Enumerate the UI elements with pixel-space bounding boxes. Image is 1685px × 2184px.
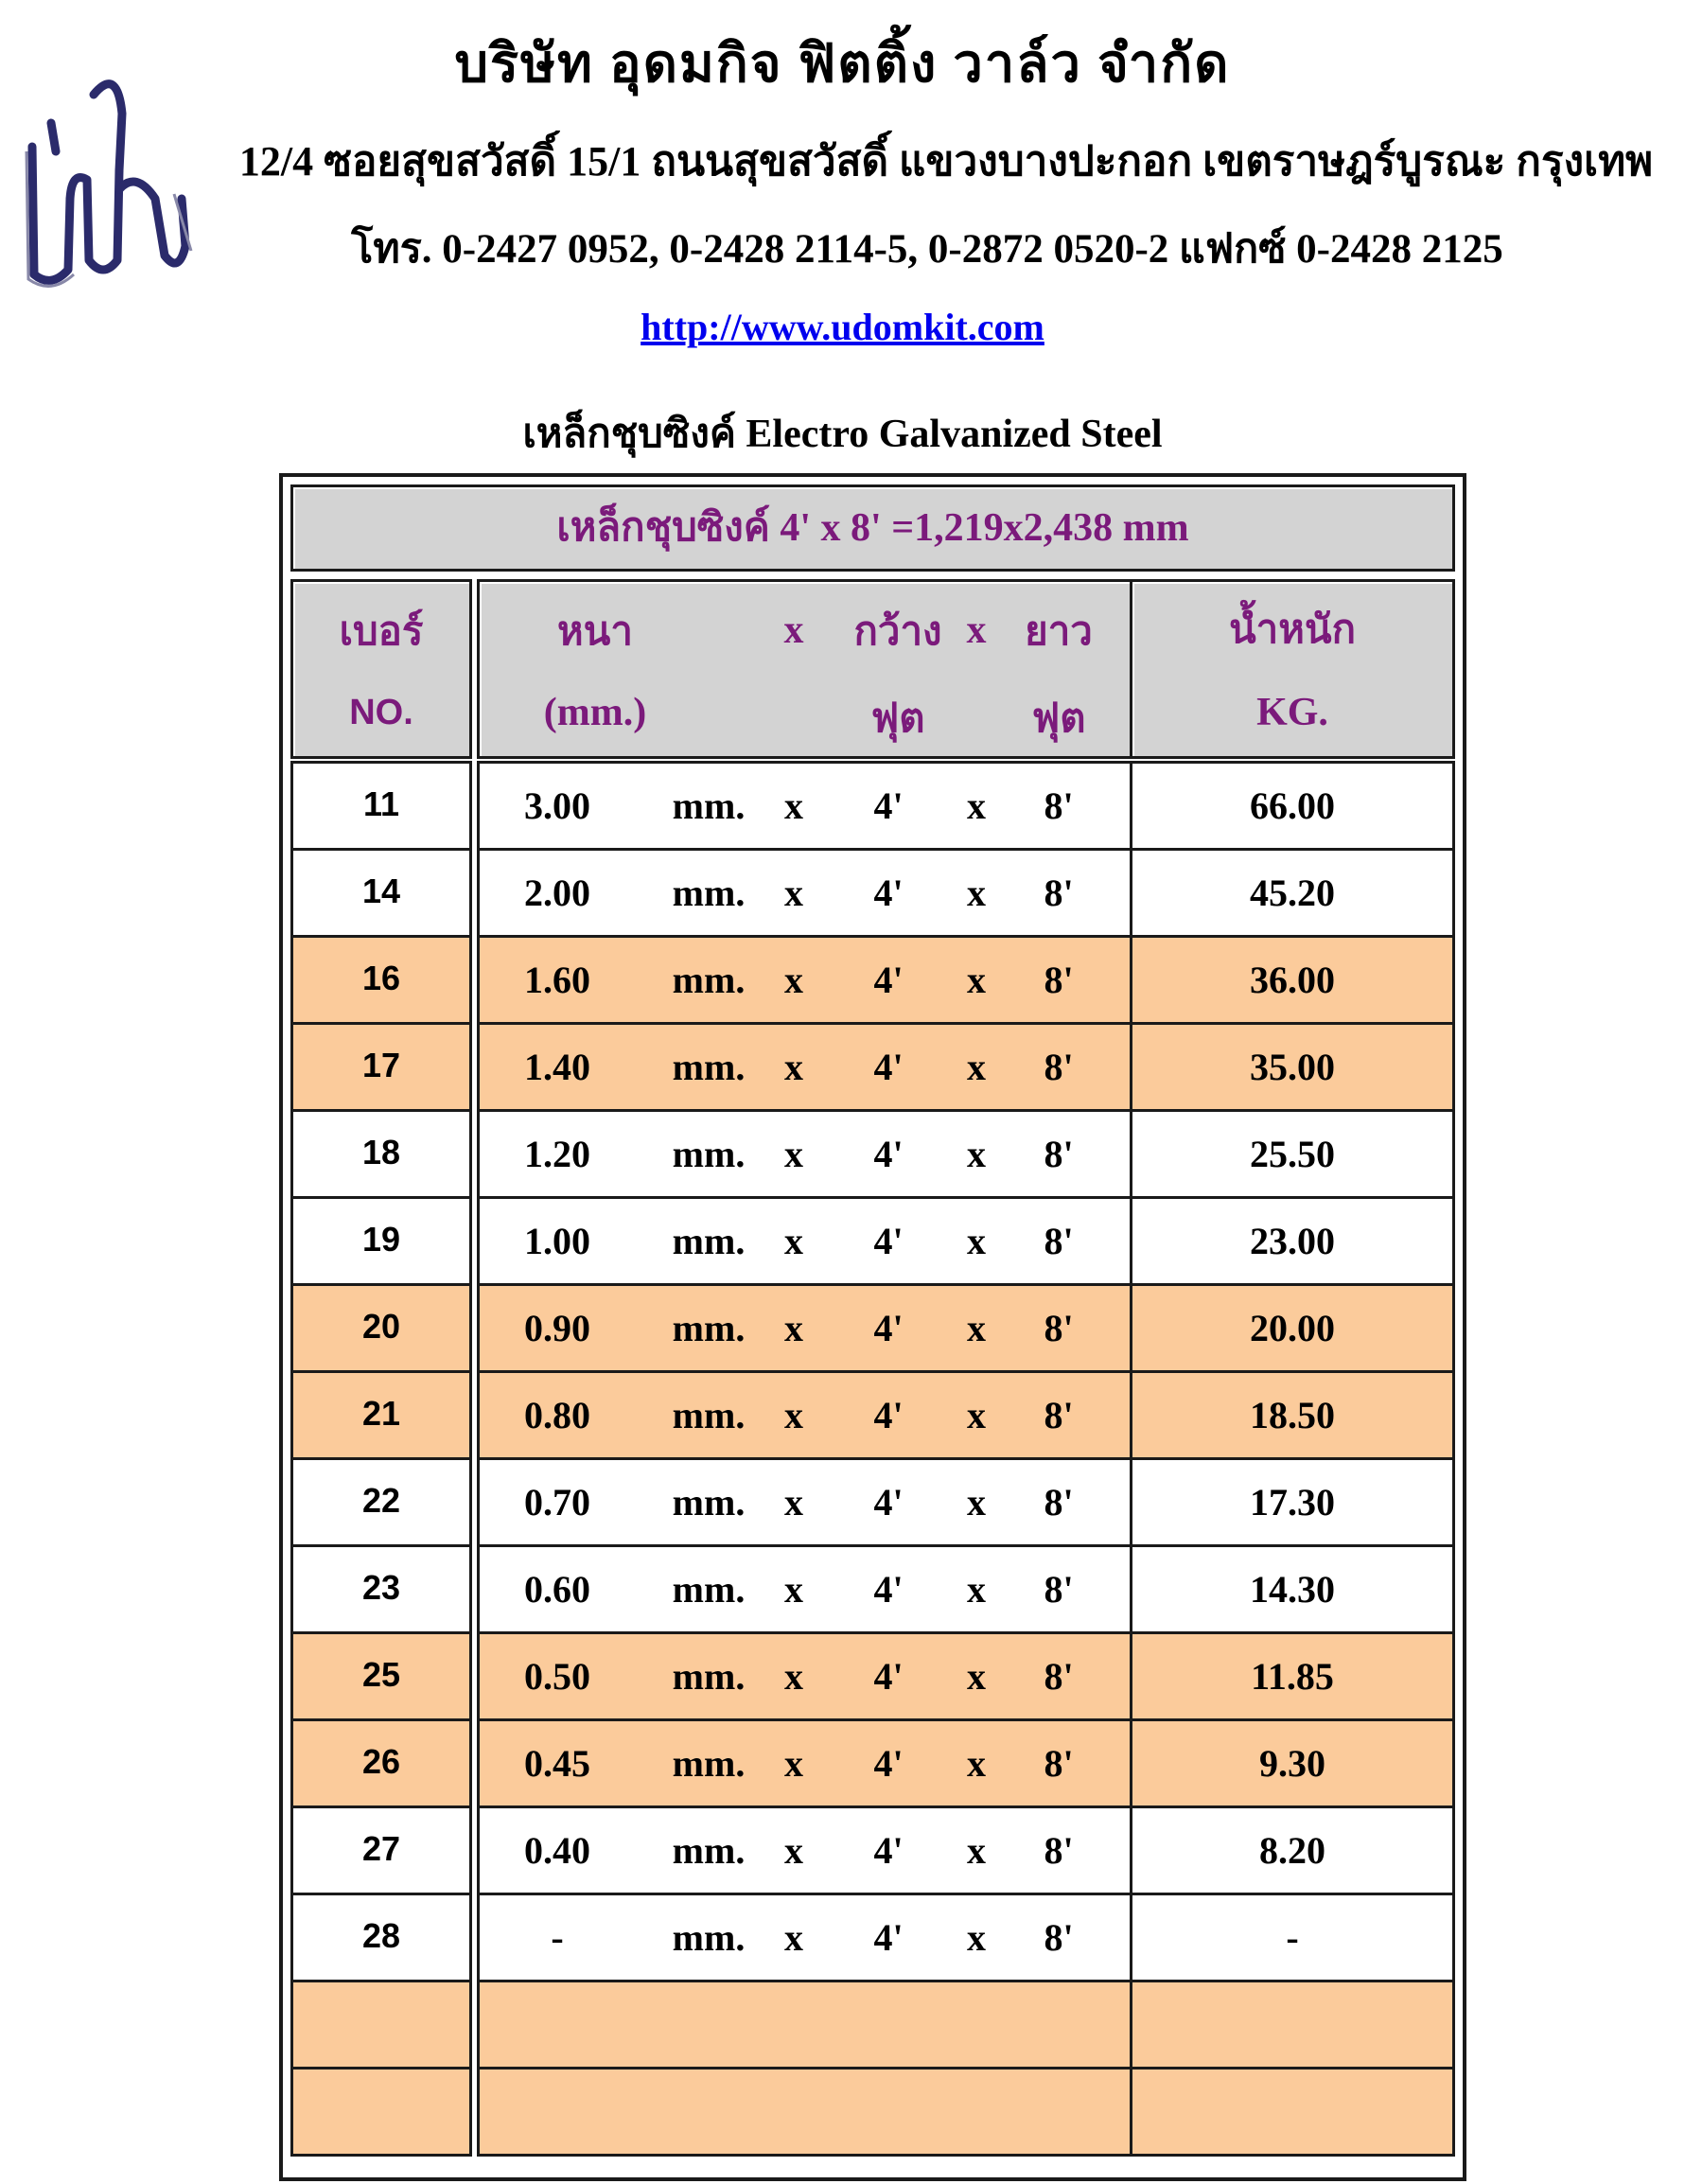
row-x-2: x xyxy=(967,1481,986,1524)
header-width: กว้าง xyxy=(853,610,942,654)
row-width: 4' xyxy=(873,1481,904,1524)
row-x-2: x xyxy=(967,1220,986,1262)
row-x-2: x xyxy=(967,1307,986,1349)
row-x-2: x xyxy=(967,784,986,827)
row-unit: mm. xyxy=(672,784,746,827)
row-weight: 35.00 xyxy=(1250,1046,1335,1088)
row-weight: 25.50 xyxy=(1250,1133,1335,1175)
row-length: 8' xyxy=(1044,872,1074,914)
row-x-1: x xyxy=(784,784,803,827)
row-width: 4' xyxy=(873,1046,904,1088)
row-number: 17 xyxy=(361,1046,401,1084)
header-x-1: x xyxy=(783,608,804,652)
row-x-1: x xyxy=(784,1307,803,1349)
row-number: 21 xyxy=(361,1394,401,1433)
row-number: 18 xyxy=(361,1133,401,1171)
row-unit: mm. xyxy=(672,1394,746,1436)
row-number: 19 xyxy=(361,1220,401,1259)
row-thickness: 2.00 xyxy=(524,872,590,914)
row-x-1: x xyxy=(784,1655,803,1698)
row-width: 4' xyxy=(873,784,904,827)
row-thickness: 3.00 xyxy=(524,784,590,827)
row-unit: mm. xyxy=(672,1133,746,1175)
row-length: 8' xyxy=(1044,1133,1074,1175)
row-x-2: x xyxy=(967,1742,986,1785)
row-length: 8' xyxy=(1044,1916,1074,1959)
row-weight: 36.00 xyxy=(1250,959,1335,1001)
row-x-1: x xyxy=(784,959,803,1001)
row-width: 4' xyxy=(873,1568,904,1611)
row-number: 20 xyxy=(361,1307,401,1346)
row-weight: 14.30 xyxy=(1250,1568,1335,1611)
row-unit: mm. xyxy=(672,872,746,914)
website-link[interactable]: http://www.udomkit.com xyxy=(641,306,1044,348)
row-x-2: x xyxy=(967,1568,986,1611)
header-length-unit: ฟุต xyxy=(1031,697,1086,741)
row-width: 4' xyxy=(873,1133,904,1175)
row-length: 8' xyxy=(1044,1394,1074,1436)
row-x-2: x xyxy=(967,1829,986,1872)
row-number: 27 xyxy=(361,1829,401,1868)
row-thickness: 1.60 xyxy=(524,959,590,1001)
row-unit: mm. xyxy=(672,1046,746,1088)
row-number: 26 xyxy=(361,1742,401,1781)
row-weight: 18.50 xyxy=(1250,1394,1335,1436)
row-thickness: 0.45 xyxy=(524,1742,590,1785)
row-thickness: - xyxy=(551,1916,564,1959)
row-weight: 17.30 xyxy=(1250,1481,1335,1524)
row-length: 8' xyxy=(1044,1220,1074,1262)
row-number: 16 xyxy=(361,959,401,997)
row-length: 8' xyxy=(1044,1655,1074,1698)
product-heading: เหล็กชุบซิงค์ Electro Galvanized Steel xyxy=(522,413,1163,456)
row-weight: - xyxy=(1286,1916,1299,1959)
header-weight-unit: KG. xyxy=(1256,691,1328,734)
row-length: 8' xyxy=(1044,1481,1074,1524)
row-length: 8' xyxy=(1044,1742,1074,1785)
row-x-1: x xyxy=(784,1046,803,1088)
row-x-1: x xyxy=(784,872,803,914)
row-unit: mm. xyxy=(672,1655,746,1698)
row-x-1: x xyxy=(784,1568,803,1611)
row-weight: 20.00 xyxy=(1250,1307,1335,1349)
company-phone: โทร. 0-2427 0952, 0-2428 2114-5, 0-2872 0520-2 แฟกซ์ 0-2428 2125 xyxy=(351,227,1503,272)
row-x-2: x xyxy=(967,1394,986,1436)
row-thickness: 0.60 xyxy=(524,1568,590,1611)
row-width: 4' xyxy=(873,1307,904,1349)
row-weight: 11.85 xyxy=(1251,1655,1334,1698)
header-x-2: x xyxy=(966,608,987,652)
row-thickness: 1.00 xyxy=(524,1220,590,1262)
header-thickness-unit: (mm.) xyxy=(543,691,647,734)
row-size-cell xyxy=(477,2067,1132,2157)
row-number: 11 xyxy=(362,784,400,823)
row-no-cell xyxy=(290,2067,472,2157)
row-x-1: x xyxy=(784,1481,803,1524)
row-unit: mm. xyxy=(672,1481,746,1524)
price-table xyxy=(279,473,1466,2181)
row-width: 4' xyxy=(873,1220,904,1262)
row-x-1: x xyxy=(784,1133,803,1175)
row-length: 8' xyxy=(1044,784,1074,827)
row-x-1: x xyxy=(784,1394,803,1436)
row-no-cell xyxy=(290,1980,472,2070)
row-weight-cell xyxy=(1130,1980,1455,2070)
header-weight: น้ำหนัก xyxy=(1228,608,1357,652)
row-width: 4' xyxy=(873,1916,904,1959)
row-number: 28 xyxy=(361,1916,401,1955)
row-x-2: x xyxy=(967,1916,986,1959)
row-thickness: 0.90 xyxy=(524,1307,590,1349)
row-weight: 45.20 xyxy=(1250,872,1335,914)
row-x-2: x xyxy=(967,872,986,914)
row-width: 4' xyxy=(873,1655,904,1698)
row-unit: mm. xyxy=(672,959,746,1001)
table-caption: เหล็กชุบซิงค์ 4' x 8' =1,219x2,438 mm xyxy=(290,484,1455,572)
row-width: 4' xyxy=(873,959,904,1001)
row-weight: 66.00 xyxy=(1250,784,1335,827)
row-unit: mm. xyxy=(672,1742,746,1785)
row-x-1: x xyxy=(784,1916,803,1959)
row-number: 22 xyxy=(361,1481,401,1520)
row-number: 25 xyxy=(361,1655,401,1694)
row-length: 8' xyxy=(1044,1568,1074,1611)
row-x-1: x xyxy=(784,1829,803,1872)
row-number: 23 xyxy=(361,1568,401,1607)
header-no-en: NO. xyxy=(349,693,413,732)
row-width: 4' xyxy=(873,872,904,914)
row-thickness: 0.70 xyxy=(524,1481,590,1524)
row-length: 8' xyxy=(1044,1829,1074,1872)
row-unit: mm. xyxy=(672,1568,746,1611)
row-length: 8' xyxy=(1044,959,1074,1001)
row-unit: mm. xyxy=(672,1916,746,1959)
row-x-2: x xyxy=(967,1655,986,1698)
row-width: 4' xyxy=(873,1829,904,1872)
header-thickness: หนา xyxy=(557,610,633,654)
row-weight: 9.30 xyxy=(1259,1742,1325,1785)
row-unit: mm. xyxy=(672,1307,746,1349)
row-x-2: x xyxy=(967,1046,986,1088)
company-address: 12/4 ซอยสุขสวัสดิ์ 15/1 ถนนสุขสวัสดิ์ แขวงบางปะกอก เขตราษฎร์บูรณะ กรุงเทพ xyxy=(238,138,1654,185)
row-number: 14 xyxy=(361,872,401,910)
row-size-cell xyxy=(477,1980,1132,2070)
row-x-1: x xyxy=(784,1220,803,1262)
row-thickness: 1.40 xyxy=(524,1046,590,1088)
row-weight: 8.20 xyxy=(1259,1829,1325,1872)
row-length: 8' xyxy=(1044,1046,1074,1088)
row-thickness: 0.80 xyxy=(524,1394,590,1436)
row-width: 4' xyxy=(873,1394,904,1436)
row-x-1: x xyxy=(784,1742,803,1785)
row-length: 8' xyxy=(1044,1307,1074,1349)
row-x-2: x xyxy=(967,959,986,1001)
row-weight-cell xyxy=(1130,2067,1455,2157)
row-thickness: 1.20 xyxy=(524,1133,590,1175)
row-thickness: 0.50 xyxy=(524,1655,590,1698)
row-thickness: 0.40 xyxy=(524,1829,590,1872)
row-width: 4' xyxy=(873,1742,904,1785)
header-length: ยาว xyxy=(1025,610,1093,654)
header-no-th: เบอร์ xyxy=(339,610,424,654)
row-weight: 23.00 xyxy=(1250,1220,1335,1262)
header-width-unit: ฟุต xyxy=(870,697,925,741)
company-name: บริษัท อุดมกิจ ฟิตติ้ง วาล์ว จำกัด xyxy=(454,35,1231,94)
row-unit: mm. xyxy=(672,1220,746,1262)
row-unit: mm. xyxy=(672,1829,746,1872)
row-x-2: x xyxy=(967,1133,986,1175)
